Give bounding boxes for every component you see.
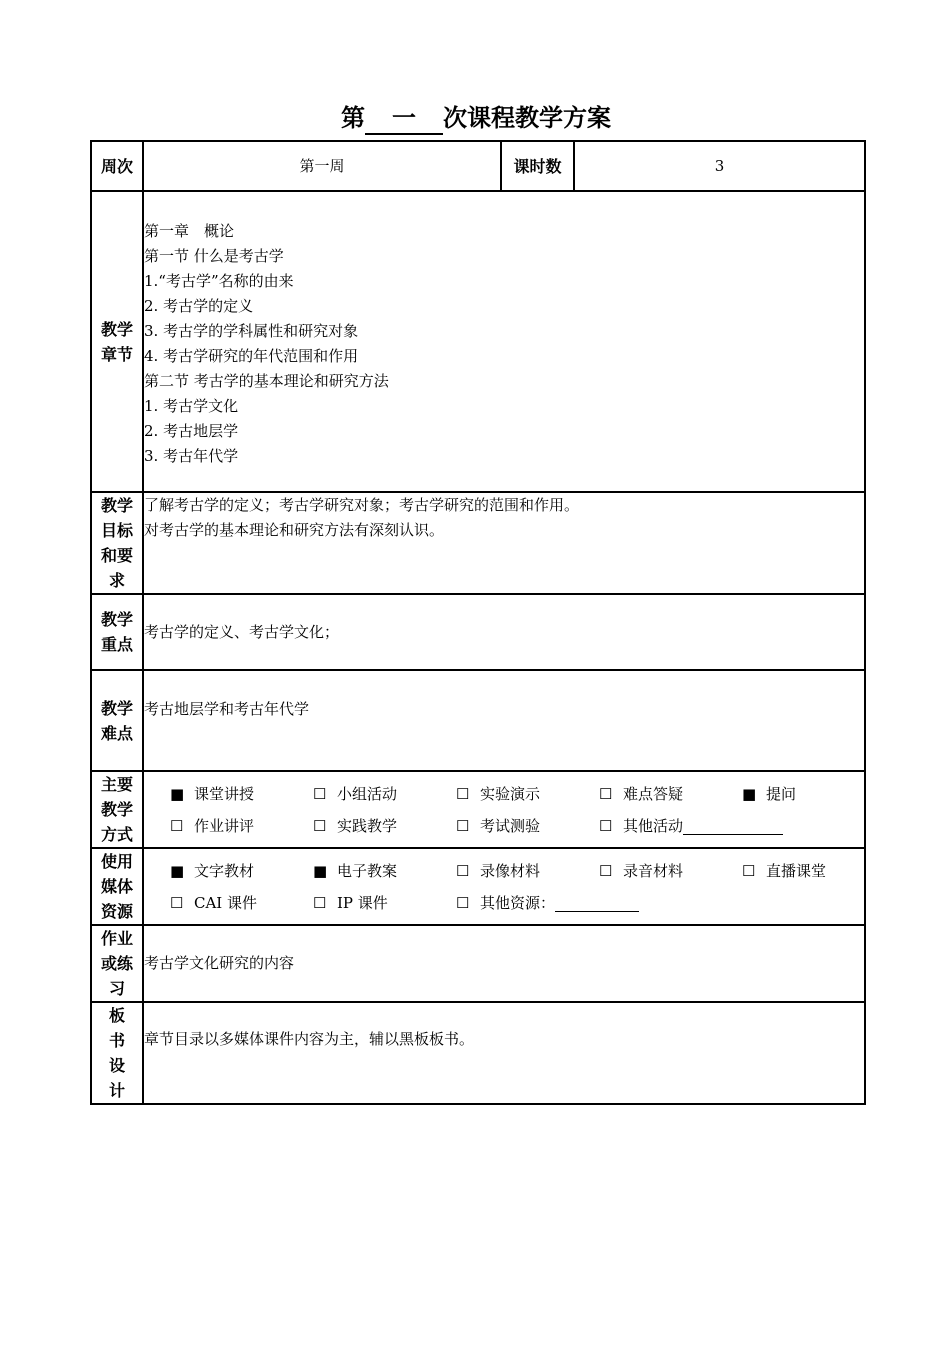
difficulties-label: [91, 670, 143, 771]
media-option[interactable]: [456, 860, 599, 881]
objectives-line: 对考古学的基本理论和研究方法有深刻认识。: [144, 521, 445, 539]
key-points-label: [91, 594, 143, 670]
methods-label: [91, 771, 143, 848]
checkbox-unchecked-icon[interactable]: ☐: [456, 816, 470, 835]
media-option[interactable]: [742, 860, 852, 881]
title-suffix: 次课程教学方案: [443, 104, 611, 132]
lesson-plan-table: [90, 140, 866, 1105]
chapter-content: [143, 191, 865, 492]
chapter-line: 3. 考古学的学科属性和研究对象: [144, 322, 359, 340]
difficulties-content: 考古地层学和考古年代学: [143, 670, 865, 771]
checkbox-checked-icon[interactable]: ■: [170, 784, 185, 803]
media-row: [91, 848, 865, 925]
homework-content: 考古学文化研究的内容: [143, 925, 865, 1002]
checkbox-unchecked-icon[interactable]: ☐: [742, 861, 756, 880]
title-prefix: 第: [341, 104, 365, 132]
option-label: IP 课件: [337, 894, 388, 912]
checkbox-unchecked-icon[interactable]: ☐: [456, 893, 470, 912]
checkbox-unchecked-icon[interactable]: ☐: [599, 861, 613, 880]
board-row: [91, 1002, 865, 1104]
other-activity-blank[interactable]: [683, 816, 783, 835]
chapter-line: 2. 考古学的定义: [144, 297, 254, 315]
objectives-line: 了解考古学的定义；考古学研究对象；考古学研究的范围和作用。: [144, 496, 580, 514]
key-points-content: 考古学的定义、考古学文化；: [143, 594, 865, 670]
media-label-text: 使用媒体资源: [100, 852, 133, 921]
chapter-line: 3. 考古年代学: [144, 447, 239, 465]
method-option[interactable]: [742, 783, 852, 804]
hours-label: 课时数: [501, 141, 574, 191]
chapter-line: 第一节 什么是考古学: [144, 247, 284, 265]
methods-row: [91, 771, 865, 848]
option-label: 实践教学: [337, 817, 398, 835]
hours-value: 3: [574, 141, 865, 191]
chapter-line: 1.“考古学”名称的由来: [144, 272, 294, 290]
checkbox-unchecked-icon[interactable]: ☐: [313, 893, 327, 912]
media-options: [143, 848, 865, 925]
option-label: 实验演示: [480, 785, 541, 803]
objectives-label: [91, 492, 143, 594]
option-label: 直播课堂: [766, 862, 827, 880]
difficulties-label-text: 教学难点: [100, 698, 133, 743]
method-option[interactable]: [599, 783, 742, 804]
option-label: 其他活动: [623, 817, 684, 835]
homework-label: [91, 925, 143, 1002]
methods-options: [143, 771, 865, 848]
checkbox-unchecked-icon[interactable]: ☐: [456, 861, 470, 880]
chapter-line: 1. 考古学文化: [144, 397, 239, 415]
checkbox-checked-icon[interactable]: ■: [742, 784, 757, 803]
media-option[interactable]: [313, 892, 456, 913]
method-option[interactable]: [313, 783, 456, 804]
checkbox-unchecked-icon[interactable]: ☐: [170, 816, 184, 835]
checkbox-unchecked-icon[interactable]: ☐: [599, 816, 613, 835]
checkbox-unchecked-icon[interactable]: ☐: [313, 784, 327, 803]
option-label: 提问: [766, 785, 797, 803]
chapter-line: 2. 考古地层学: [144, 422, 239, 440]
checkbox-unchecked-icon[interactable]: ☐: [170, 893, 184, 912]
media-option[interactable]: [456, 892, 696, 913]
option-label: 录像材料: [480, 862, 541, 880]
media-option[interactable]: [170, 892, 313, 913]
option-label: 小组活动: [337, 785, 398, 803]
chapter-row: [91, 191, 865, 492]
key-points-row: [91, 594, 865, 670]
checkbox-checked-icon[interactable]: ■: [313, 861, 328, 880]
chapter-label: [91, 191, 143, 492]
checkbox-unchecked-icon[interactable]: ☐: [599, 784, 613, 803]
chapter-line: 第二节 考古学的基本理论和研究方法: [144, 372, 389, 390]
option-label: 文字教材: [194, 862, 255, 880]
board-content: 章节目录以多媒体课件内容为主，辅以黑板板书。: [143, 1002, 865, 1104]
objectives-content: [143, 492, 865, 594]
objectives-label-text: 教学目标和要求: [100, 496, 133, 590]
title-number: 一: [365, 103, 443, 135]
method-option[interactable]: [170, 815, 313, 836]
homework-row: [91, 925, 865, 1002]
checkbox-unchecked-icon[interactable]: ☐: [456, 784, 470, 803]
key-points-label-text: 教学重点: [100, 610, 133, 654]
objectives-row: [91, 492, 865, 594]
chapter-line: 第一章 概论: [144, 222, 235, 240]
option-label: 电子教案: [337, 862, 398, 880]
media-option[interactable]: [313, 860, 456, 881]
checkbox-unchecked-icon[interactable]: ☐: [313, 816, 327, 835]
method-option[interactable]: [313, 815, 456, 836]
week-value: 第一周: [143, 141, 501, 191]
option-label: CAI 课件: [194, 894, 258, 912]
page-title: [0, 100, 952, 136]
method-option[interactable]: [599, 815, 819, 836]
media-option[interactable]: [599, 860, 742, 881]
media-option[interactable]: [170, 860, 313, 881]
option-label: 课堂讲授: [194, 785, 255, 803]
option-label: 作业讲评: [194, 817, 255, 835]
method-option[interactable]: [456, 815, 599, 836]
other-resource-blank[interactable]: [555, 893, 639, 912]
board-label-text: 板书设计: [108, 1006, 125, 1100]
week-label: 周次: [91, 141, 143, 191]
method-option[interactable]: [170, 783, 313, 804]
chapter-line: 4. 考古学研究的年代范围和作用: [144, 347, 359, 365]
option-label: 难点答疑: [623, 785, 684, 803]
option-label: 考试测验: [480, 817, 541, 835]
board-label: [91, 1002, 143, 1104]
header-row: [91, 141, 865, 191]
homework-label-text: 作业或练习: [100, 929, 133, 998]
media-label: [91, 848, 143, 925]
option-label: 其他资源：: [480, 894, 556, 912]
methods-label-text: 主要教学方式: [100, 775, 133, 844]
difficulties-row: [91, 670, 865, 771]
chapter-label-text: 教学章节: [100, 319, 133, 364]
checkbox-checked-icon[interactable]: ■: [170, 861, 185, 880]
method-option[interactable]: [456, 783, 599, 804]
option-label: 录音材料: [623, 862, 684, 880]
